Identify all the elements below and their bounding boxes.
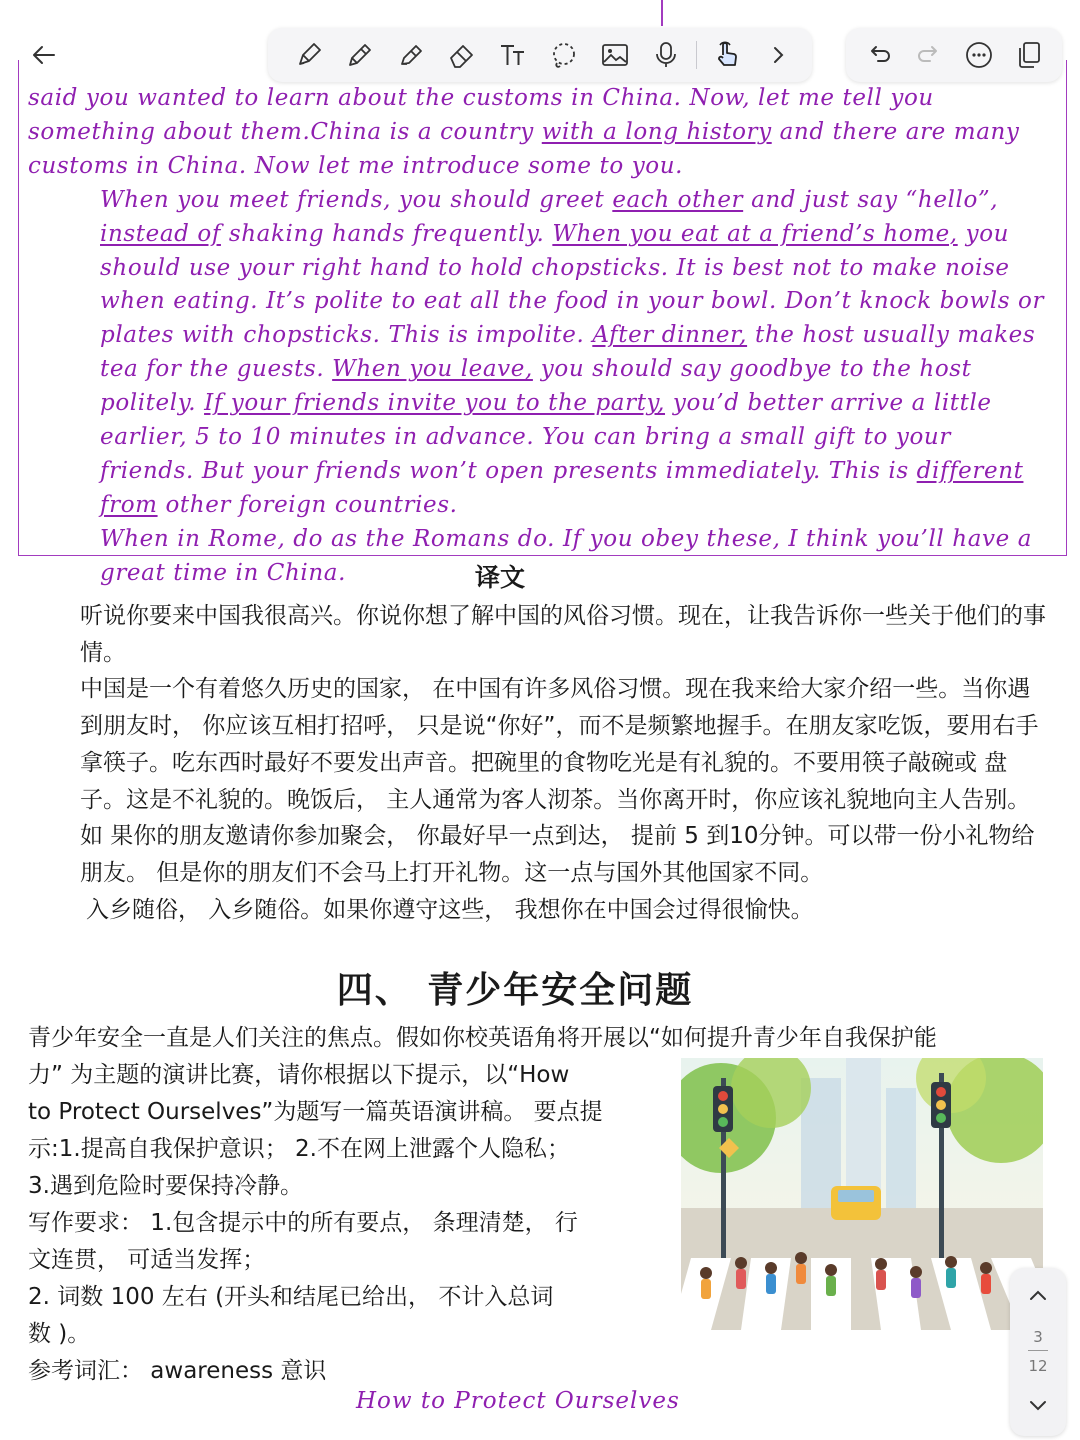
- prompt-line: 数 )。: [28, 1321, 91, 1347]
- highlighter-tool-button[interactable]: [390, 34, 432, 76]
- prompt-line: 参考词汇： awareness 意识: [28, 1358, 327, 1384]
- finger-touch-icon: [711, 39, 743, 71]
- chevron-down-icon: [1027, 1394, 1049, 1416]
- document-actions-toolbar: [846, 28, 1062, 82]
- highlighter-icon: [396, 40, 426, 70]
- translation-paragraph-3: 入乡随俗， 入乡随俗。如果你遵守这些， 我想你在中国会过得很愉快。: [86, 896, 814, 923]
- page-number-divider: [1028, 1350, 1048, 1351]
- page-divider-line: [661, 0, 663, 26]
- prompt-line: 文连贯， 可适当发挥；: [28, 1247, 266, 1273]
- section-prompt: [28, 1057, 658, 1390]
- touch-mode-button[interactable]: [706, 34, 748, 76]
- prompt-line: 3.遇到危险时要保持冷静。: [28, 1173, 303, 1199]
- eraser-tool-button[interactable]: [441, 34, 483, 76]
- back-button[interactable]: [14, 28, 74, 82]
- text-tool-button[interactable]: [492, 34, 534, 76]
- text-tool-icon: [498, 40, 528, 70]
- back-arrow-icon: [30, 41, 58, 69]
- prompt-line: 2. 词数 100 左右 (开头和结尾已给出， 不计入总词: [28, 1284, 554, 1310]
- handwritten-answer: [28, 82, 1048, 591]
- current-page-number: 3: [1033, 1328, 1043, 1346]
- prompt-line: to Protect Ourselves”为题写一篇英语演讲稿。 要点提: [28, 1099, 603, 1125]
- translation-paragraph-1: 听说你要来中国我很高兴。你说你想了解中国的风俗习惯。现在，让我告诉你一些关于他们的事情。: [80, 603, 1046, 666]
- prompt-line: 写作要求： 1.包含提示中的所有要点， 条理清楚， 行: [28, 1210, 578, 1236]
- translation-body: [28, 598, 1053, 928]
- toolbar-expand-button[interactable]: [757, 34, 799, 76]
- page-navigator: [1010, 1268, 1066, 1436]
- total-page-count: 12: [1028, 1357, 1048, 1375]
- translation-title: 译文: [474, 563, 525, 592]
- street-crossing-illustration: [681, 1058, 1043, 1330]
- lasso-tool-button[interactable]: [543, 34, 585, 76]
- previous-page-button[interactable]: [1018, 1276, 1058, 1316]
- handwritten-paragraph-1: said you wanted to learn about the customs in China. Now, let me tell you something about them.China is a country with a long history and there are many customs in China. Now let me introduce some to you.: [28, 85, 1020, 179]
- section-title: 四、 青少年安全问题: [336, 970, 694, 1011]
- toolbar-separator: [696, 41, 697, 69]
- image-tool-button[interactable]: [594, 34, 636, 76]
- pages-icon: [1014, 40, 1044, 70]
- prompt-line: 示:1.提高自我保护意识； 2.不在网上泄露个人隐私；: [28, 1136, 570, 1162]
- image-icon: [600, 40, 630, 70]
- chevron-up-icon: [1027, 1285, 1049, 1307]
- more-icon: [964, 40, 994, 70]
- pen-tool-button[interactable]: [288, 34, 330, 76]
- drawing-toolbar: [268, 28, 812, 82]
- chevron-right-icon: [763, 40, 793, 70]
- undo-icon: [864, 40, 894, 70]
- prompt-line: 力” 为主题的演讲比赛，请你根据以下提示，以“How: [28, 1062, 570, 1088]
- lasso-icon: [549, 40, 579, 70]
- pencil-icon: [345, 40, 375, 70]
- record-audio-button[interactable]: [645, 34, 687, 76]
- more-options-button[interactable]: [958, 34, 1000, 76]
- next-page-button[interactable]: [1018, 1385, 1058, 1425]
- pencil-tool-button[interactable]: [339, 34, 381, 76]
- microphone-icon: [651, 40, 681, 70]
- section-intro: 青少年安全一直是人们关注的焦点。假如你校英语角将开展以“如何提升青少年自我保护能: [28, 1025, 937, 1051]
- handwritten-paragraph-3: When in Rome, do as the Romans do. If you obey these, I think you’ll have a great time in China.: [100, 525, 1033, 586]
- translation-paragraph-2: 中国是一个有着悠久历史的国家， 在中国有许多风俗习惯。现在我来给大家介绍一些。当你遇到朋友时， 你应该互相打招呼， 只是说“你好”，而不是频繁地握手。在朋友家吃饭，要用右手拿筷子。吃东西时最好不要发出声音。把碗里的食物吃光是有礼貌的。不要用筷子敲碗或 盘子。这是不礼貌的。晚饭后， 主人通常为客人沏茶。当你离开时，你应该礼貌地向主人告别。如 果你的朋友邀请你参加聚会， 你最好早一点到达， 提前 5 到10分钟。可以带一份小礼物给朋友。 但是你的朋友们不会马上打开礼物。这一点与国外其他国家不同。: [80, 676, 1039, 886]
- eraser-icon: [447, 40, 477, 70]
- redo-button[interactable]: [908, 34, 950, 76]
- pen-icon: [294, 40, 324, 70]
- handwritten-essay-title: How to Protect Ourselves: [356, 1388, 680, 1414]
- pages-button[interactable]: [1008, 34, 1050, 76]
- undo-button[interactable]: [858, 34, 900, 76]
- redo-icon: [914, 40, 944, 70]
- handwritten-paragraph-2: When you meet friends, you should greet each other and just say “hello”, instead of shaking hands frequently. When you eat at a friend’s home, you should use your right hand to hold chopsticks. It is best not to make noise when eating. It’s polite to eat all the food in your bowl. Don’t knock bowls or plates with chopsticks. This is impolite. After dinner, the host usually makes tea for the guests. When you leave, you should say goodbye to the host politely. If your friends invite you to the party, you’d better arrive a little earlier, 5 to 10 minutes in advance. You can bring a small gift to your friends. But your friends won’t open presents immediately. This is different from other foreign countries.: [100, 186, 1045, 518]
